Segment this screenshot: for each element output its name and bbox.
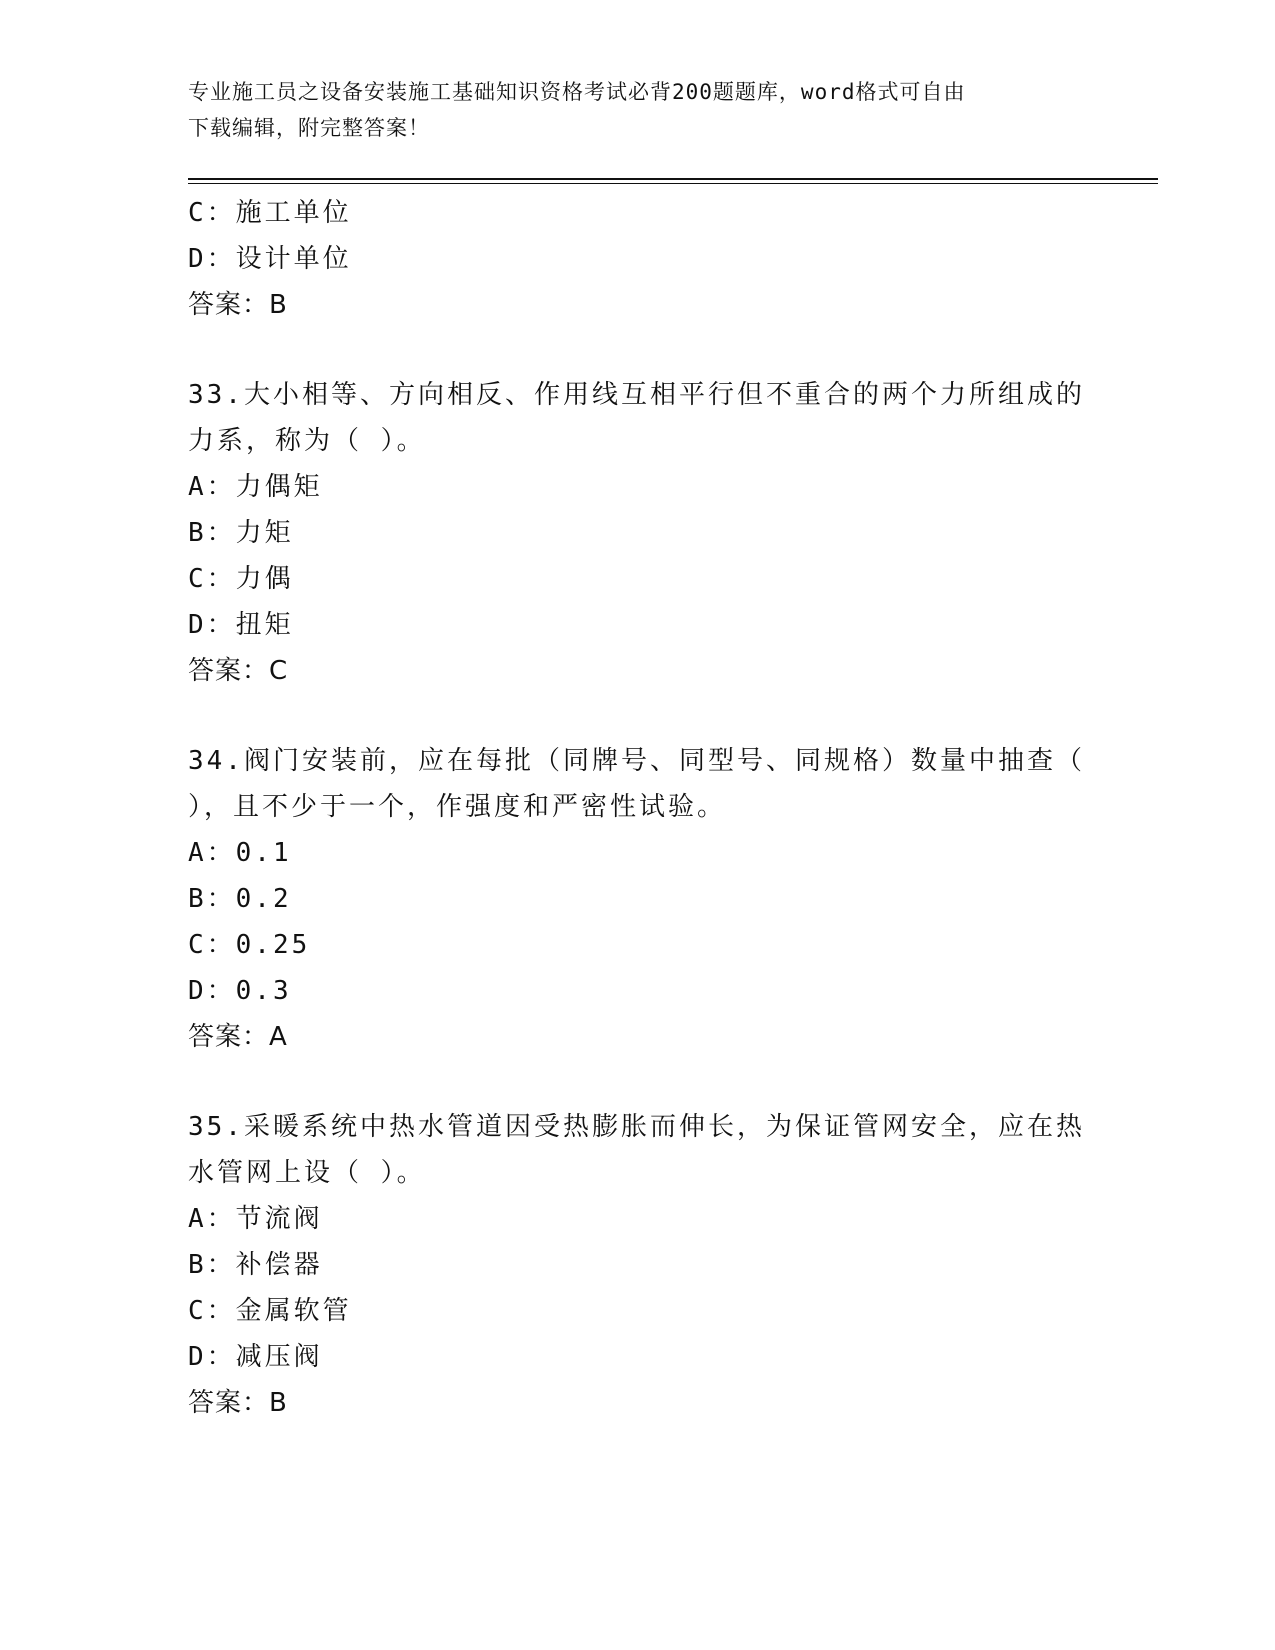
- option-c: C：力偶: [188, 564, 294, 594]
- option-a: A：0.1: [188, 838, 292, 868]
- header-title-line-1: 专业施工员之设备安装施工基础知识资格考试必背200题题库，word格式可自由: [188, 80, 966, 104]
- question-text-line-2: ），且不少于一个，作强度和严密性试验。: [188, 792, 727, 822]
- question-list: [188, 190, 1088, 1426]
- page-header: [188, 74, 1068, 146]
- option-a: A：节流阀: [188, 1204, 323, 1234]
- option-a: A：力偶矩: [188, 472, 323, 502]
- option-c: C：施工单位: [188, 198, 352, 228]
- answer-label: 答案：A: [188, 1022, 288, 1052]
- option-c: C：金属软管: [188, 1296, 352, 1326]
- question-text-line-1: 33.大小相等、方向相反、作用线互相平行但不重合的两个力所组成的: [188, 380, 1085, 410]
- question-text: [188, 372, 1088, 464]
- question-32-continued: [188, 190, 1088, 328]
- option-b: B：0.2: [188, 884, 292, 914]
- question-34: [188, 738, 1088, 1060]
- header-divider-thick: [188, 178, 1158, 180]
- answer-label: 答案：B: [188, 290, 288, 320]
- header-title-line-2: 下载编辑，附完整答案！: [188, 116, 430, 140]
- question-35: [188, 1104, 1088, 1426]
- option-d: D：0.3: [188, 976, 292, 1006]
- question-text: [188, 1104, 1088, 1196]
- option-c: C：0.25: [188, 930, 311, 960]
- question-text-line-1: 35.采暖系统中热水管道因受热膨胀而伸长，为保证管网安全，应在热: [188, 1112, 1085, 1142]
- option-b: B：补偿器: [188, 1250, 323, 1280]
- question-33: [188, 372, 1088, 694]
- option-b: B：力矩: [188, 518, 294, 548]
- answer-label: 答案：B: [188, 1388, 288, 1418]
- question-text: [188, 738, 1088, 830]
- option-d: D：设计单位: [188, 244, 352, 274]
- answer-label: 答案：C: [188, 656, 289, 686]
- question-text-line-2: 力系，称为（ ）。: [188, 426, 426, 456]
- option-d: D：扭矩: [188, 610, 294, 640]
- question-text-line-1: 34.阀门安装前，应在每批（同牌号、同型号、同规格）数量中抽查（: [188, 746, 1085, 776]
- option-d: D：减压阀: [188, 1342, 323, 1372]
- header-divider-thin: [188, 183, 1158, 184]
- question-text-line-2: 水管网上设（ ）。: [188, 1158, 426, 1188]
